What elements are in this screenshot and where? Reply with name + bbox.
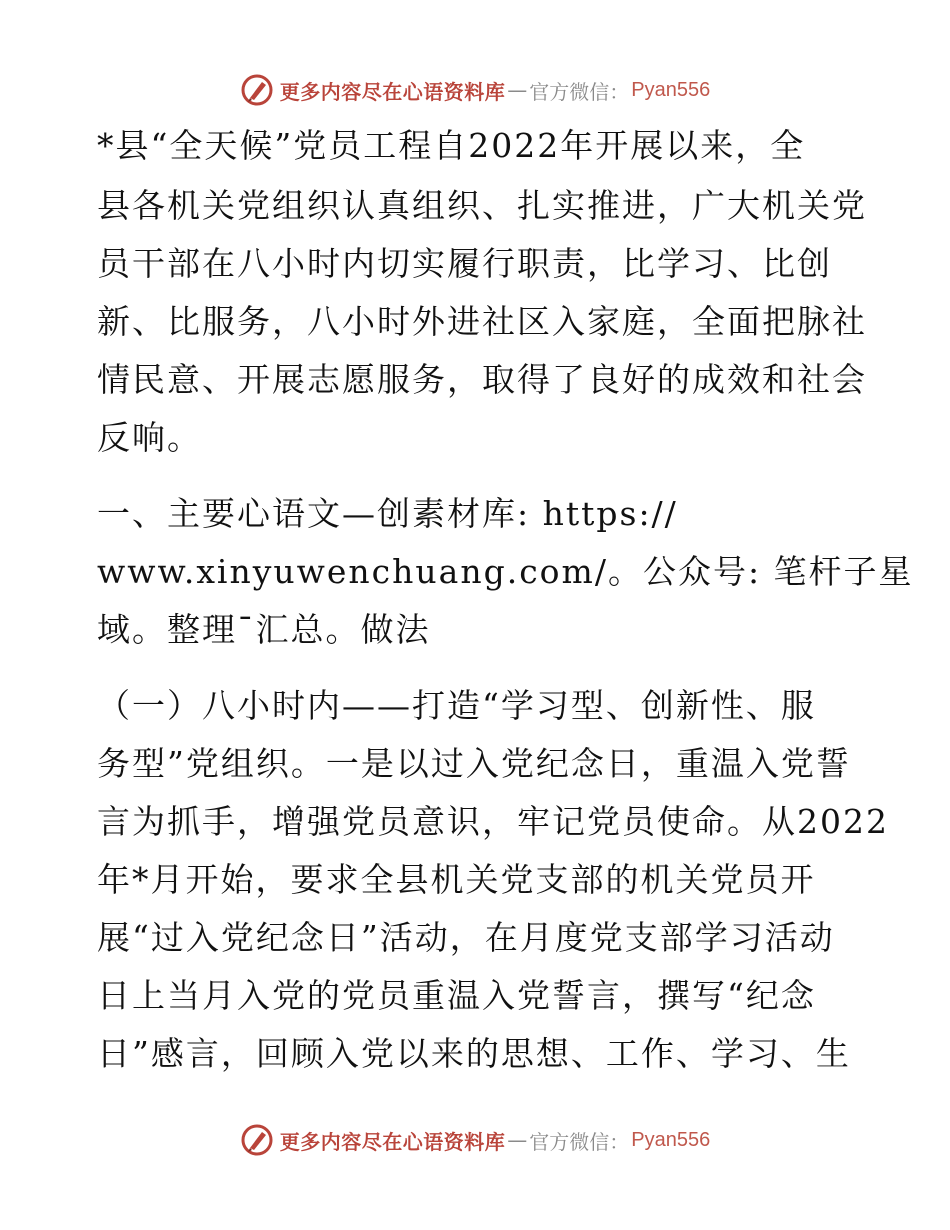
pen-logo-icon — [240, 73, 274, 107]
watermark-wechat-label: 官方微信： — [529, 79, 630, 104]
footer-watermark — [0, 1120, 950, 1160]
paragraph-2-line: www.xinyuwenchuang.com/。公众号: 笔杆子星 — [97, 552, 914, 591]
paragraph-1-line: 反响。 — [97, 418, 202, 457]
paragraph-3-line: 日上当月入党的党员重温入党誓言，撰写“纪念 — [97, 976, 816, 1015]
watermark-separator: — — [507, 78, 528, 102]
paragraph-3-line: 务型”党组织。一是以过入党纪念日，重温入党誓 — [97, 744, 851, 783]
paragraph-3-line: （一）八小时内——打造“学习型、创新性、服 — [97, 686, 816, 725]
paragraph-1-line: 员干部在八小时内切实履行职责，比学习、比创 — [97, 244, 832, 283]
paragraph-1-line: 新、比服务，八小时外进社区入家庭，全面把脉社 — [97, 302, 867, 341]
watermark-wechat-id: Pyan556 — [631, 1128, 711, 1151]
paragraph-1-line: 情民意、开展志愿服务，取得了良好的成效和社会 — [97, 360, 867, 399]
header-watermark — [0, 70, 950, 110]
paragraph-3-line: 日”感言，回顾入党以来的思想、工作、学习、生 — [97, 1034, 851, 1073]
watermark-text: 更多内容尽在心语资料库 — [279, 1129, 506, 1154]
paragraph-1-line: *县“全天候”党员工程自2022年开展以来，全 — [97, 126, 806, 165]
paragraph-2-line: 域。整理¯汇总。做法 — [97, 610, 431, 649]
paragraph-1-line: 县各机关党组织认真组织、扎实推进，广大机关党 — [97, 186, 867, 225]
paragraph-3-line: 展“过入党纪念日”活动，在月度党支部学习活动 — [97, 918, 835, 957]
paragraph-3-line: 言为抓手，增强党员意识，牢记党员使命。从2022 — [97, 802, 889, 841]
watermark-text: 更多内容尽在心语资料库 — [279, 79, 506, 104]
watermark-separator: — — [507, 1128, 528, 1152]
watermark-wechat-id: Pyan556 — [631, 78, 711, 101]
paragraph-3-line: 年*月开始，要求全县机关党支部的机关党员开 — [97, 860, 816, 899]
watermark-wechat-label: 官方微信： — [529, 1129, 630, 1154]
paragraph-2-line: 一、主要心语文—创素材库: https:// — [97, 494, 678, 533]
pen-logo-icon — [240, 1123, 274, 1157]
